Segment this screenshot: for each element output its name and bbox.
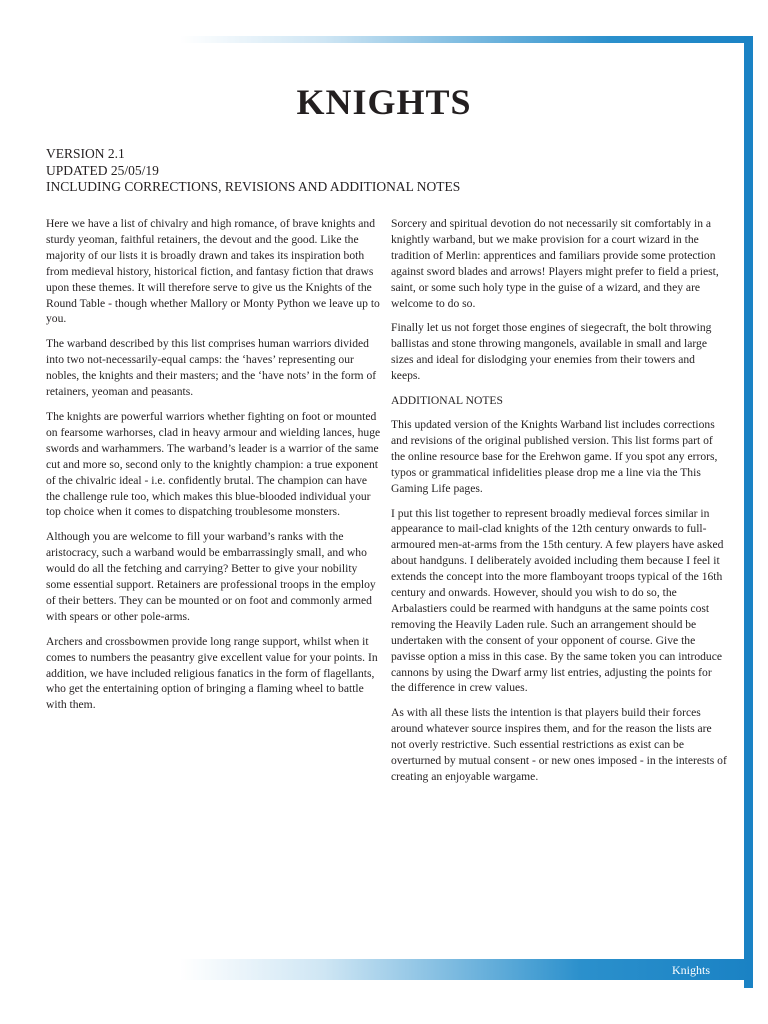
paragraph: Finally let us not forget those engines of siegecraft, the bolt throwing ballistas and stone throwing mangonels, available in small and large sizes and ideal for dislodging your enemies from their towers and keeps. <box>391 321 712 383</box>
right-column <box>391 216 727 794</box>
paragraph: Archers and crossbowmen provide long range support, whilst when it comes to numbers the peasantry give excellent value for your points. In addition, we have included religious fanatics in the form of flagellants, who get the entertaining option of bringing a flaming wheel to battle with them. <box>46 634 378 712</box>
version-info <box>46 146 726 196</box>
paragraph: As with all these lists the intention is that players build their forces around whatever source inspires them, and for the reason the lists are not overly restrictive. Such essential restrictions as exist can be overturned by mutual consent - or new ones imposed - in the interests of creating an enjoyable wargame. <box>391 706 727 783</box>
paragraph: Sorcery and spiritual devotion do not necessarily sit comfortably in a knightly warband, but we make provision for a court wizard in the tradition of Merlin: apprentices and familiars provide some protection against sword blades and arrows! Players might prefer to field a priest, saint, or some such holy type in the guise of a wizard, and they are welcome to do so. <box>391 217 719 310</box>
page-title: KNIGHTS <box>296 82 472 122</box>
including-line: INCLUDING CORRECTIONS, REVISIONS AND ADDITIONAL NOTES <box>46 179 461 194</box>
section-heading: ADDITIONAL NOTES <box>391 394 503 408</box>
paragraph: The warband described by this list comprises human warriors divided into two not-necessarily-equal camps: the ‘haves’ representing our nobles, the knights and their masters; and the ‘have nots’ in the form of retainers, yeoman and peasants. <box>46 337 377 399</box>
left-column <box>46 216 382 722</box>
footer-bar <box>180 959 753 980</box>
paragraph: The knights are powerful warriors whether fighting on foot or mounted on fearsome warhorses, clad in heavy armour and wielding lances, huge swords and warhammers. The warband’s leader is a warrior of the same cut and more so, second only to the knightly champion: a true exponent of the chivalric ideal - i.e. confidently brutal. The champion can have the challenge rule too, which makes this blue-blooded individual your top choice when it comes to dispatching troublesome monsters. <box>46 409 381 519</box>
top-border-bar <box>180 36 753 43</box>
paragraph: Here we have a list of chivalry and high romance, of brave knights and sturdy yeoman, faithful retainers, the devout and the good. Like the majority of our lists it is broadly drawn and takes its inspiration both from medieval history, historical fiction, and fantasy fiction that draws upon these themes. It will therefore serve to give us the Knights of the Round Table - though whether Mallory or Monty Python we leave up to you. <box>46 217 380 326</box>
right-border-bar <box>744 36 753 988</box>
paragraph: This updated version of the Knights Warband list includes corrections and revisions of the original published version. This list forms part of the online resource base for the Erehwon game. If you spot any errors, typos or grammatical infidelities please drop me a line via the This Gaming Life pages. <box>391 417 718 495</box>
paragraph: Although you are welcome to fill your warband’s ranks with the aristocracy, such a warband would be embarrassingly small, and who would do all the fetching and carrying? Better to give your nobility some essential support. Retainers are professional troops in the employ of their betters. They can be mounted or on foot and commonly armed with spears or other pole-arms. <box>46 530 376 623</box>
footer-label: Knights <box>671 963 710 977</box>
paragraph: I put this list together to represent broadly medieval forces similar in appearance to mail-clad knights of the 12th century onwards to full-armoured men-at-arms from the 15th century. A few players have asked about handguns. I deliberately avoided including them because I feel it extends the concept into the more flamboyant troops typical of the 16th century and onwards. However, should you wish to do so, the Arbalastiers could be rearmed with handguns at the same points cost removing the Heavily Laden rule. Such an arrangement should be undertaken with the consent of your opponent of course. Give the pavisse option a miss in this case. By the same token you can introduce cannons by using the Dwarf army list entries, adjusting the points for the difference in crew values. <box>391 506 724 695</box>
updated-line: UPDATED 25/05/19 <box>46 162 159 178</box>
version-line: VERSION 2.1 <box>46 146 125 161</box>
